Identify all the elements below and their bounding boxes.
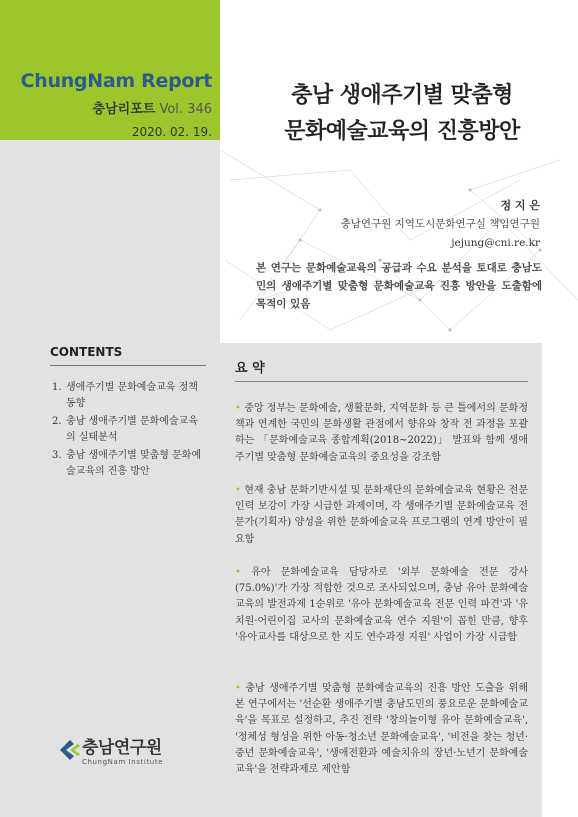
author-affiliation: 충남연구원 지역도시문화연구실 책임연구원 bbox=[340, 218, 540, 230]
author-block bbox=[341, 196, 540, 253]
summary-bullet: • 중앙 정부는 문화예술, 생활문화, 지역문화 등 큰 틀에서의 문화정책과 연계한 국민의 문화생활 관점에서 향유와 창작 전 과정을 포괄하는 「문화예술교육 종합계획(2018~2022)」 발표와 함께 생애주기별 맞춤형 문화예술교육의 중요성을 강조함 bbox=[235, 403, 528, 463]
volume-number: Vol. 346 bbox=[159, 102, 212, 117]
title-line-1: 충남 생애주기별 맞춤형 bbox=[291, 83, 513, 108]
report-brand bbox=[0, 70, 212, 139]
logo-name-en: ChungNam Institute bbox=[82, 758, 164, 766]
institute-logo bbox=[58, 733, 163, 766]
contents-item[interactable]: 2. 충남 생애주기별 문화예술교육의 실태분석 bbox=[52, 416, 198, 443]
summary-panel bbox=[220, 343, 542, 817]
bullet-dot-icon: • bbox=[235, 567, 252, 578]
summary-bullet: • 유아 문화예술교육 담당자로 '외부 문화예술 전문 강사(75.0%)'가 가장 적합한 것으로 조사되었으며, 충남 유아 문화예술교육의 발전과제 1순위로 '유아 문화예술교육 전문 인력 파견'과 '유치원·어린이집 교사의 문화예술교육 연수 지원'이 꼽힌 만큼, 향후 '유아교사를 대상으로 한 지도 연수과정 지원' 사업이 가장 시급함 bbox=[235, 567, 529, 643]
summary-heading: 요 약 bbox=[235, 361, 265, 376]
summary-bullet: • 충남 생애주기별 맞춤형 문화예술교육의 진흥 방안 도출을 위해 본 연구에서는 '선순환 생애주기별 충남도민의 풍요로운 문화예술교육'을 목표로 설정하고, 추진 전략 '창의놀이형 유아 문화예술교육', '정체성 형성을 위한 아동·청소년 문화예술교육', '비전을 찾는 청년·중년 문화예술교육', '생애전환과 예술치유의 장년·노년기 문화예술교육'을 전략과제로 제안함 bbox=[235, 683, 528, 776]
summary-bullet: • 현재 충남 문화기반시설 및 문화재단의 문화예술교육 현황은 전문 인력 보강이 가장 시급한 과제이며, 각 생애주기별 문화예술교육 전문가(기획자) 양성을 위한 문화예술교육 프로그램의 연계 방안이 필요함 bbox=[235, 485, 528, 545]
author-name: 정 지 은 bbox=[500, 199, 540, 212]
bullet-dot-icon: • bbox=[235, 683, 246, 694]
summary-divider bbox=[235, 381, 528, 382]
publish-date: 2020. 02. 19. bbox=[131, 125, 212, 139]
brand-name-en: ChungNam Report bbox=[20, 70, 212, 92]
table-of-contents bbox=[0, 345, 220, 482]
logo-name-ko: 충남연구원 bbox=[82, 738, 162, 758]
bullet-dot-icon: • bbox=[235, 485, 245, 496]
institute-logo-icon bbox=[58, 737, 82, 763]
contents-divider bbox=[50, 365, 206, 366]
author-email[interactable]: jejung@cni.re.kr bbox=[451, 237, 540, 249]
research-purpose: 본 연구는 문화예술교육의 공급과 수요 분석을 토대로 충남도민의 생애주기별 맞춤형 문화예술교육 진흥 방안을 도출함에 목적이 있음 bbox=[256, 262, 542, 310]
report-title bbox=[232, 78, 572, 150]
brand-name-ko: 충남리포트 bbox=[92, 102, 156, 117]
contents-item[interactable]: 1. 생애주기별 문화예술교육 정책동향 bbox=[52, 382, 198, 409]
title-line-2: 문화예술교육의 진흥방안 bbox=[284, 119, 520, 144]
contents-item[interactable]: 3. 충남 생애주기별 맞춤형 문화예술교육의 진흥 방안 bbox=[52, 450, 202, 477]
bullet-dot-icon: • bbox=[235, 403, 245, 414]
contents-heading: CONTENTS bbox=[50, 345, 123, 359]
